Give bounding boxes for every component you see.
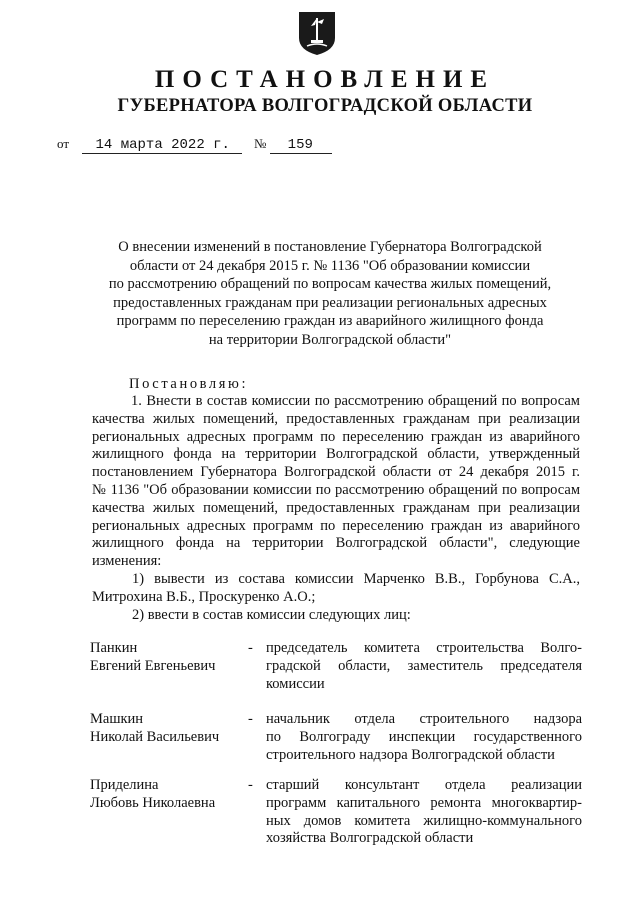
member-surname: Машкин <box>90 711 144 727</box>
member-role <box>266 777 582 848</box>
role-line: начальник отдела строительного надзора <box>266 711 582 727</box>
document-dateline <box>57 136 332 154</box>
member-given-names: Любовь Николаевна <box>90 794 216 811</box>
member-dash: - <box>248 640 253 656</box>
item-line: 1) вывести из состава комиссии Марченко В.В., Горбунова С.А., <box>132 571 580 587</box>
subject-line: по рассмотрению обращений по вопросам качества жилых помещений, <box>108 276 552 292</box>
role-line: по Волгограду инспекции государственного <box>266 728 582 745</box>
member-surname: Приделина <box>90 777 159 793</box>
document-subject <box>80 238 580 349</box>
role-line: комиссии <box>266 675 325 692</box>
member-name <box>90 640 240 676</box>
member-surname: Панкин <box>90 640 138 656</box>
paragraph-line: региональных адресных программ по переселению граждан из аварийного <box>92 428 580 445</box>
paragraph-line: 1. Внести в состав комиссии по рассмотрению обращений по вопросам <box>131 393 580 409</box>
role-line: градской области, заместитель председателя <box>266 657 582 674</box>
role-line: ных домов комитета жилищно-коммунального <box>266 812 582 829</box>
member-given-names: Николай Васильевич <box>90 728 220 745</box>
member-dash: - <box>248 711 253 727</box>
document-date: 14 марта 2022 г. <box>82 138 242 154</box>
paragraph-line: региональных адресных программ по переселению граждан из аварийного <box>92 517 580 534</box>
subject-line: на территории Волгоградской области" <box>208 331 452 348</box>
paragraph-line: качества жилых помещений, предоставленных гражданам при реализации <box>92 410 580 427</box>
member-given-names: Евгений Евгеньевич <box>90 657 216 674</box>
member-name <box>90 777 240 813</box>
paragraph-line: жилищного фонда на территории Волгоградской области, утвержденный <box>92 446 580 463</box>
subject-line: О внесении изменений в постановление Губернатора Волгоградской <box>118 239 542 255</box>
member-role <box>266 640 582 693</box>
role-line: программ капитального ремонта многоквартир- <box>266 794 582 811</box>
date-from-label: от <box>57 136 70 151</box>
role-line: председатель комитета строительства Волго- <box>266 640 582 656</box>
item-line: Митрохина В.Б., Проскуренко А.О.; <box>92 588 316 605</box>
subject-line: программ по переселению граждан из аварийного жилищного фонда <box>116 313 544 329</box>
paragraph-line: № 1136 "Об образовании комиссии по рассмотрению обращений по вопросам <box>92 481 580 498</box>
issuer-title: ГУБЕРНАТОРА ВОЛГОГРАДСКОЙ ОБЛАСТИ <box>117 96 533 116</box>
paragraph-1 <box>92 393 580 571</box>
member-dash: - <box>248 777 253 793</box>
document-type-title: ПОСТАНОВЛЕНИЕ <box>154 66 496 93</box>
subject-line: области от 24 декабря 2015 г. № 1136 "Об образовании комиссии <box>129 257 531 274</box>
paragraph-line: постановлением Губернатора Волгоградской области от 24 декабря 2015 г. <box>92 464 580 481</box>
role-line: хозяйства Волгоградской области <box>266 830 474 847</box>
member-name <box>90 711 240 747</box>
paragraph-line: изменения: <box>92 553 162 570</box>
paragraph-line: качества жилых помещений, предоставленных гражданам при реализации <box>92 499 580 516</box>
role-line: старший консультант отдела реализации <box>266 777 582 793</box>
item-line: 2) ввести в состав комиссии следующих лиц: <box>132 606 411 623</box>
volgograd-coat-of-arms-icon <box>297 10 337 56</box>
resolve-heading: Постановляю: <box>129 376 249 392</box>
paragraph-line: жилищного фонда на территории Волгоградской области", следующие <box>92 535 580 552</box>
document-number-label: № <box>254 136 267 151</box>
document-number: 159 <box>270 138 332 154</box>
amendment-items <box>92 571 580 624</box>
role-line: строительного надзора Волгоградской области <box>266 746 555 763</box>
subject-line: предоставленных гражданам при реализации региональных адресных <box>113 294 547 311</box>
member-role <box>266 711 582 764</box>
